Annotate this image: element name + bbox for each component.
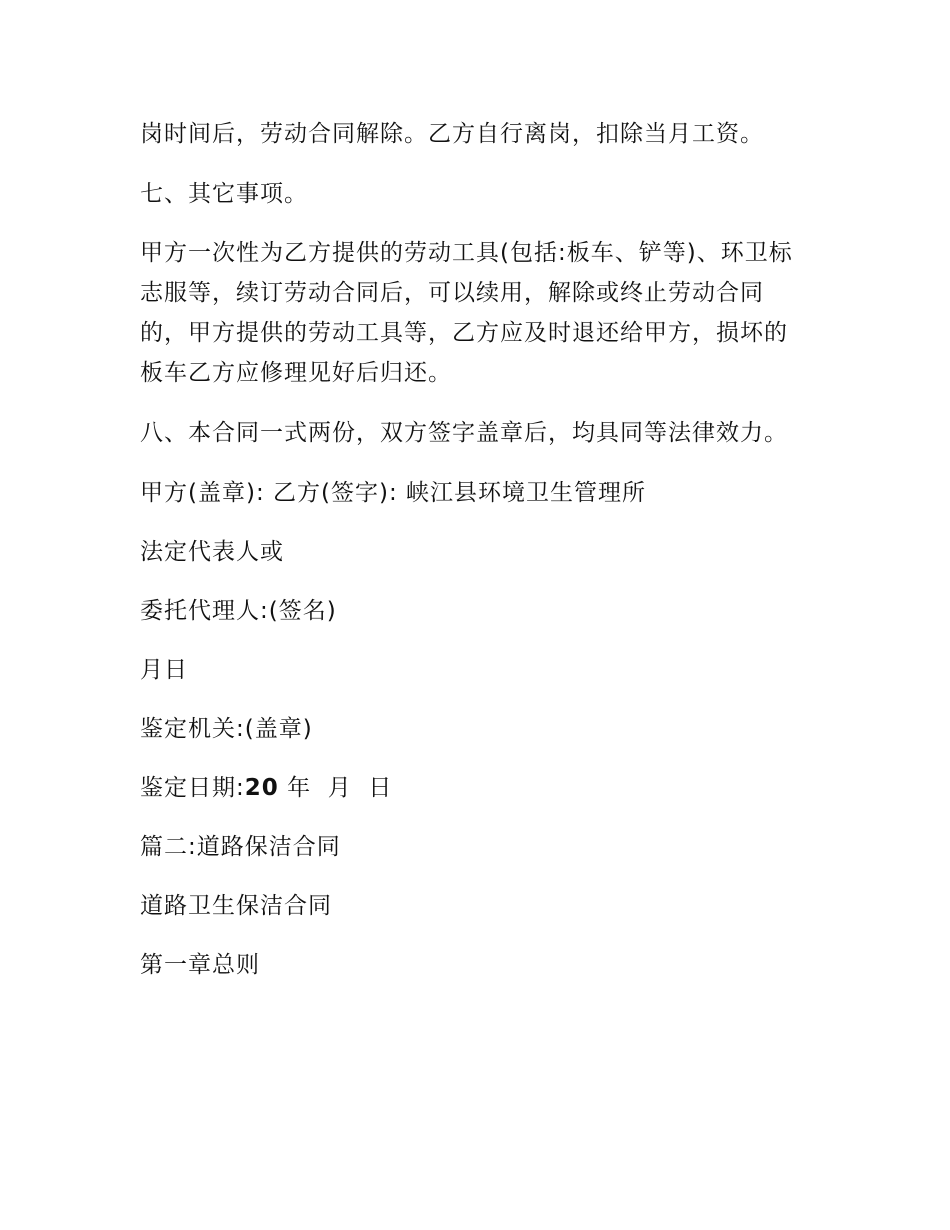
document-body [140, 114, 800, 1004]
paragraph-tools: 甲方一次性为乙方提供的劳动工具(包括:板车、铲等)、环卫标志服等，续订劳动合同后，可以续用，解除或终止劳动合同的，甲方提供的劳动工具等，乙方应及时退还给甲方，损坏的板车乙方应修理见好后归还。 [140, 240, 793, 386]
month-day: 月日 [140, 657, 188, 683]
appraisal-date-label: 鉴定日期: [140, 775, 245, 801]
paragraph-copies: 八、本合同一式两份，双方签字盖章后，均具同等法律效力。 [140, 420, 788, 446]
chapter-one-general: 第一章总则 [140, 952, 260, 978]
authorized-agent: 委托代理人:(签名) [140, 598, 337, 624]
contract-title: 道路卫生保洁合同 [140, 893, 332, 919]
chapter-two-title: 篇二:道路保洁合同 [140, 834, 341, 860]
appraisal-date-rest: 年 月 日 [278, 775, 393, 801]
signature-parties: 甲方(盖章): 乙方(签字): 峡江县环境卫生管理所 [140, 480, 647, 506]
appraisal-authority: 鉴定机关:(盖章) [140, 716, 313, 742]
appraisal-date [140, 768, 800, 808]
appraisal-date-year: 20 [244, 775, 279, 801]
heading-other-matters: 七、其它事项。 [140, 181, 308, 207]
paragraph-dismissal: 岗时间后，劳动合同解除。乙方自行离岗，扣除当月工资。 [140, 121, 764, 147]
legal-representative: 法定代表人或 [140, 539, 284, 565]
